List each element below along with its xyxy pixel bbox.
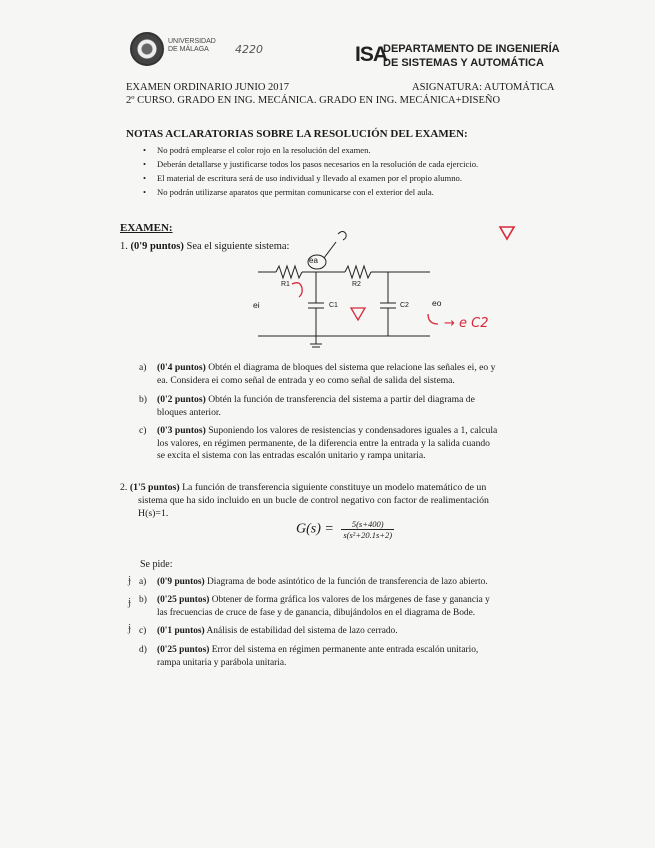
- q2-sub-d-line2: rampa unitaria y parábola unitaria.: [157, 657, 287, 668]
- q1-sub-c-line1: Suponiendo los valores de resistencias y condensadores iguales a 1, calcula: [208, 425, 498, 436]
- q1-points: (0'9 puntos): [130, 241, 184, 252]
- handwritten-annotation: → e C2: [444, 316, 489, 331]
- university-name: [168, 38, 216, 54]
- q1-text: Sea el siguiente sistema:: [186, 241, 290, 252]
- q2-sub-d-label: d): [139, 645, 147, 655]
- q2-number: 2.: [120, 482, 128, 493]
- formula-lhs: G(s) =: [296, 521, 334, 537]
- q2-sub-a: [139, 576, 557, 589]
- note-item: • No podrá emplearse el color rojo en la resolución del examen.: [143, 143, 478, 157]
- university-logo-icon: [130, 32, 164, 66]
- q2-line1: La función de transferencia siguiente constituye un modelo matemático de un: [182, 482, 487, 493]
- department-line1: DEPARTAMENTO DE INGENIERÍA: [383, 43, 560, 55]
- tick-mark-icon: ɉ: [128, 574, 132, 586]
- rc-circuit-diagram: [240, 220, 530, 360]
- label-ei: ei: [253, 300, 260, 310]
- q2-sub-b-label: b): [139, 595, 147, 605]
- formula-denominator: s(s²+20.1s+2): [343, 530, 393, 540]
- resistor-r2: [345, 266, 371, 278]
- q2-sub-b-points: (0'25 puntos): [157, 595, 210, 605]
- q1-sub-b-line2: bloques anterior.: [157, 406, 221, 418]
- department-line2: DE SISTEMAS Y AUTOMÁTICA: [383, 57, 544, 69]
- section-title: EXAMEN:: [120, 222, 173, 234]
- q1-sub-b-points: (0'2 puntos): [157, 394, 206, 405]
- exam-course: 2º CURSO. GRADO EN ING. MECÁNICA. GRADO EN ING. MECÁNICA+DISEÑO: [126, 95, 501, 106]
- red-arrow-r1-mark: [292, 283, 302, 297]
- q1-sub-a-line2: ea. Considera ei como señal de entrada y eo como señal de salida del sistema.: [157, 374, 455, 386]
- q1-sub-a-line1: Obtén el diagrama de bloques del sistema que relacione las señales ei, eo y: [208, 362, 496, 373]
- label-r1: R1: [281, 281, 290, 288]
- q2-line2: sistema que ha sido incluido en un bucle de control negativo con factor de realimentación: [138, 495, 489, 506]
- resistor-r1: [276, 266, 302, 278]
- q2-sub-d-points: (0'25 puntos): [157, 645, 210, 655]
- q2-sub-c-line1: Análisis de estabilidad del sistema de lazo cerrado.: [206, 626, 398, 636]
- q1-sub-c-points: (0'3 puntos): [157, 425, 206, 436]
- red-triangle-circuit-icon: [351, 308, 365, 320]
- department-name: [383, 42, 560, 70]
- label-r2: R2: [352, 281, 361, 288]
- q2-points: (1'5 puntos): [129, 482, 180, 493]
- handwritten-number: 4220: [235, 43, 263, 56]
- university-line2: DE MÁLAGA: [168, 46, 209, 53]
- q1-sub-a-points: (0'4 puntos): [157, 362, 206, 373]
- label-c2: C2: [400, 302, 409, 309]
- transfer-function-formula: [296, 519, 394, 540]
- q1-sub-b-line1: Obtén la función de transferencia del sistema a partir del diagrama de: [208, 394, 475, 405]
- label-ea: ea: [309, 256, 318, 265]
- note-item: • El material de escritura será de uso individual y llevado al examen por el propio alumno.: [143, 171, 478, 185]
- q2-sub-a-points: (0'9 puntos): [157, 577, 205, 587]
- notes-title: NOTAS ACLARATORIAS SOBRE LA RESOLUCIÓN DEL EXAMEN:: [126, 128, 468, 140]
- q2-line3: H(s)=1.: [138, 508, 169, 519]
- q2-sub-b: [139, 594, 557, 619]
- exam-name: EXAMEN ORDINARIO JUNIO 2017: [126, 82, 290, 93]
- department-logo: ISA: [355, 43, 388, 66]
- q2-sub-c: [139, 625, 557, 638]
- q1-sub-a: [139, 362, 552, 387]
- q2-sub-d: [139, 644, 557, 669]
- q1-sub-b-label: b): [139, 394, 147, 405]
- formula-numerator: 5(s+400): [341, 519, 394, 530]
- tick-mark-icon: ɉ: [128, 622, 132, 634]
- university-line1: UNIVERSIDAD: [168, 38, 216, 45]
- q1-sub-a-label: a): [139, 362, 147, 373]
- q2-statement: [120, 481, 545, 520]
- q1-sub-b: [139, 394, 552, 419]
- q1-sub-c-line3: se excita el sistema con las entradas escalón unitario y rampa unitaria.: [157, 450, 426, 461]
- q1-sub-c-label: c): [139, 425, 147, 436]
- label-c1: C1: [329, 302, 338, 309]
- q2-sub-c-label: c): [139, 626, 147, 636]
- tick-mark-icon: ɉ: [128, 596, 132, 608]
- q2-sub-d-line1: Error del sistema en régimen permanente ante entrada escalón unitario,: [211, 645, 479, 655]
- q2-sub-b-line1: Obtener de forma gráfica los valores de los márgenes de fase y ganancia y: [211, 595, 490, 605]
- formula-fraction: [341, 519, 394, 540]
- q2-sub-b-line2: las frecuencias de cruce de fase y de ganancia, dibujándolos en el diagrama de Bode.: [157, 607, 476, 618]
- q1-sub-c: [139, 425, 557, 463]
- q1-sub-c-line2: los valores, en régimen permanente, de la diferencia entre la entrada y la salida cuando: [157, 437, 490, 449]
- q2-sub-a-label: a): [139, 577, 147, 587]
- exam-subject: ASIGNATURA: AUTOMÁTICA: [412, 82, 555, 93]
- q1-number: 1.: [120, 241, 128, 252]
- note-item: • Deberán detallarse y justificarse todos los pasos necesarios en la resolución de cada ejercicio.: [143, 157, 478, 171]
- label-eo: eo: [432, 298, 442, 308]
- notes-list: [143, 143, 478, 199]
- note-item: • No podrán utilizarse aparatos que permitan comunicarse con el exterior del aula.: [143, 185, 478, 199]
- se-pide: Se pide:: [140, 559, 173, 570]
- q2-sub-a-line1: Diagrama de bode asintótico de la función de transferencia de lazo abierto.: [207, 577, 488, 587]
- q2-sub-c-points: (0'1 puntos): [157, 626, 205, 636]
